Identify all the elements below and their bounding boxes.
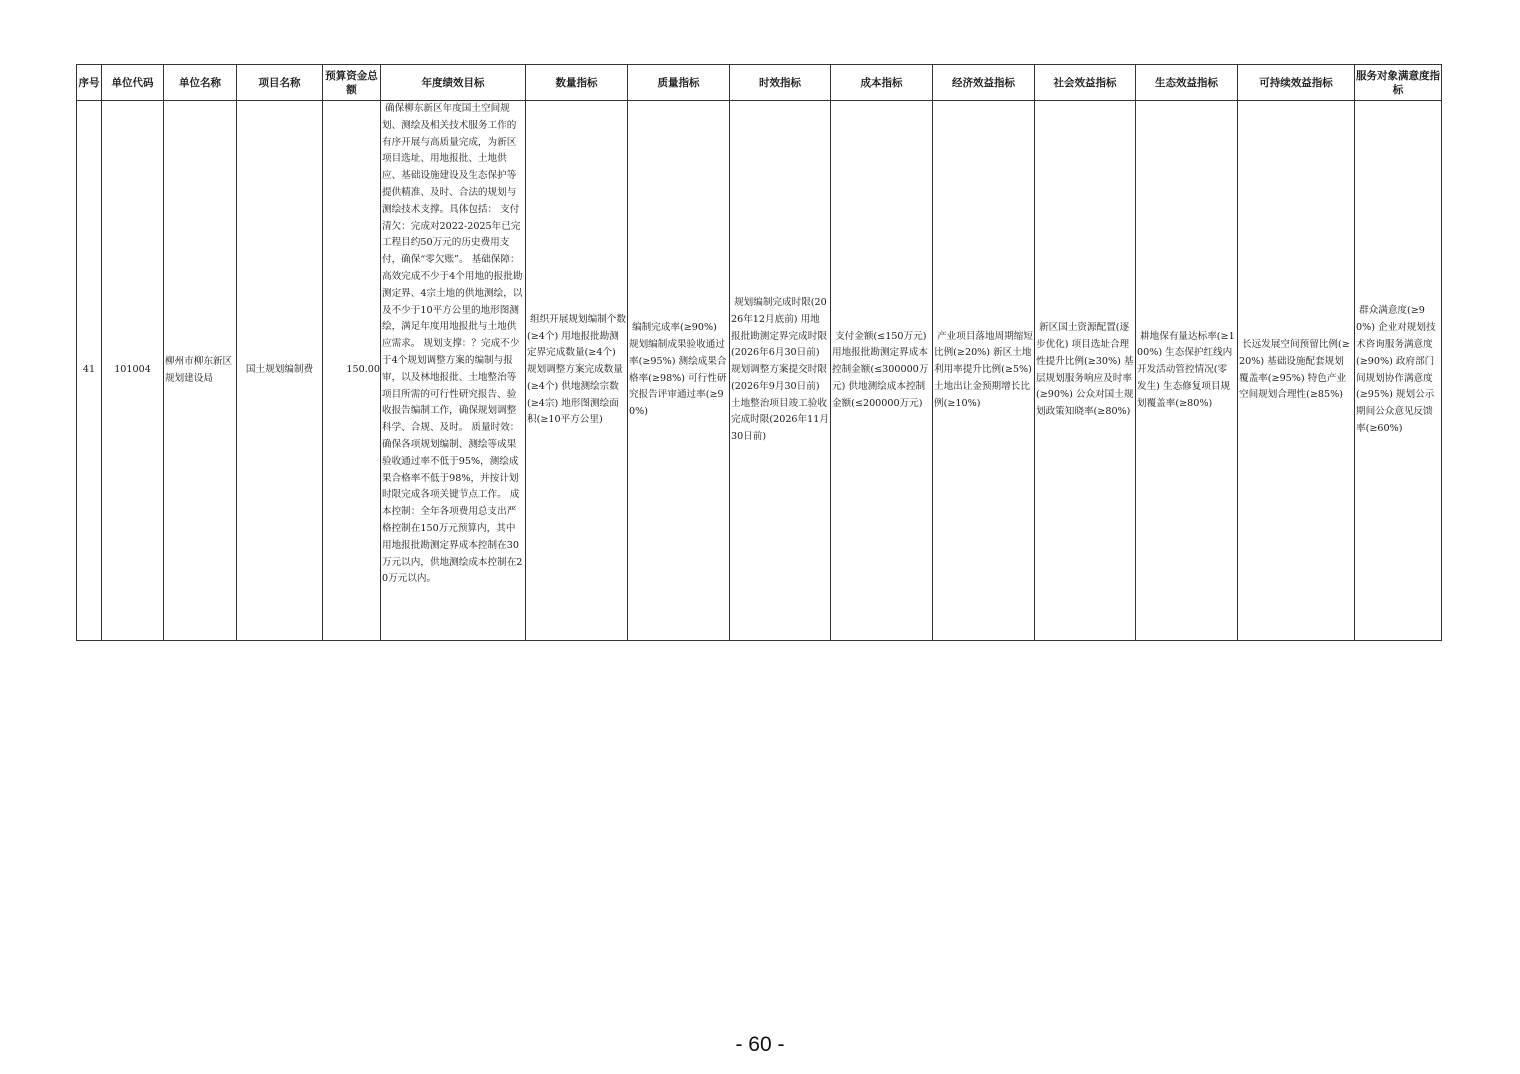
- cell-budget: 150.00: [323, 101, 381, 641]
- header-ecological: 生态效益指标: [1136, 65, 1238, 101]
- header-sustainable: 可持续效益指标: [1238, 65, 1355, 101]
- header-timeliness: 时效指标: [730, 65, 831, 101]
- cell-unit-name: 柳州市柳东新区规划建设局: [164, 101, 237, 641]
- cell-project-name: 国土规划编制费: [237, 101, 323, 641]
- header-row: [77, 65, 1442, 101]
- header-annual-goal: 年度绩效目标: [381, 65, 526, 101]
- header-project-name: 项目名称: [237, 65, 323, 101]
- cell-unit-code: 101004: [102, 101, 164, 641]
- cell-economic: 产业项目落地周期缩短比例(≥20%) 新区土地利用率提升比例(≥5%) 土地出让金预期增长比例(≥10%): [933, 101, 1035, 641]
- header-seq: 序号: [77, 65, 102, 101]
- cell-sustainable: 长远发展空间预留比例(≥20%) 基础设施配套规划覆盖率(≥95%) 特色产业空间规划合理性(≥85%): [1238, 101, 1355, 641]
- cell-annual-goal: 确保柳东新区年度国土空间规划、测绘及相关技术服务工作的有序开展与高质量完成，为新区项目选址、用地报批、土地供应、基础设施建设及生态保护等提供精准、及时、合法的规划与测绘技术支撑。具体包括： 支付清欠：完成对2022-2025年已完工程目约50万元的历史费用支付，确保“零欠账”。 基础保障：高效完成不少于4个用地的报批勘测定界、4宗土地的供地测绘，以及不少于10平方公里的地形图测绘，满足年度用地报批与土地供应需求。 规划支撑：？完成不少于4个规划调整方案的编制与报审，以及林地报批、土地整治等项目所需的可行性研究报告、验收报告编制工作，确保规划调整科学、合规、及时。 质量时效：确保各项规划编制、测绘等成果验收通过率不低于95%，测绘成果合格率不低于98%，并按计划时限完成各项关键节点工作。 成本控制：全年各项费用总支出严格控制在150万元预算内，其中用地报批勘测定界成本控制在30万元以内，供地测绘成本控制在20万元以内。: [381, 101, 526, 641]
- header-quality: 质量指标: [628, 65, 730, 101]
- performance-table: [76, 64, 1442, 641]
- header-social: 社会效益指标: [1035, 65, 1136, 101]
- cell-quality: 编制完成率(≥90%) 规划编制成果验收通过率(≥95%) 测绘成果合格率(≥98%) 可行性研究报告评审通过率(≥90%): [628, 101, 730, 641]
- header-cost: 成本指标: [831, 65, 933, 101]
- cell-seq: 41: [77, 101, 102, 641]
- table-row: [77, 101, 1442, 641]
- cell-ecological: 耕地保有量达标率(≥100%) 生态保护红线内开发活动管控情况(零发生) 生态修复项目规划覆盖率(≥80%): [1136, 101, 1238, 641]
- cell-satisfaction: 群众满意度(≥90%) 企业对规划技术咨询服务满意度(≥90%) 政府部门间规划协作满意度(≥95%) 规划公示期间公众意见反馈率(≥60%): [1355, 101, 1442, 641]
- header-budget: 预算资金总额: [323, 65, 381, 101]
- cell-social: 新区国土资源配置(逐步优化) 项目选址合理性提升比例(≥30%) 基层规划服务响应及时率(≥90%) 公众对国土规划政策知晓率(≥80%): [1035, 101, 1136, 641]
- page-number: - 60 -: [735, 1033, 785, 1056]
- header-satisfaction: 服务对象满意度指标: [1355, 65, 1442, 101]
- header-economic: 经济效益指标: [933, 65, 1035, 101]
- cell-quantity: 组织开展规划编制个数(≥4个) 用地报批勘测定界完成数量(≥4个) 规划调整方案完成数量(≥4个) 供地测绘宗数(≥4宗) 地形图测绘面积(≥10平方公里): [526, 101, 628, 641]
- cell-cost: 支付金额(≤150万元) 用地报批勘测定界成本控制金额(≤300000万元) 供地测绘成本控制金额(≤200000万元): [831, 101, 933, 641]
- header-unit-code: 单位代码: [102, 65, 164, 101]
- cell-timeliness: 规划编制完成时限(2026年12月底前) 用地报批勘测定界完成时限(2026年6月30日前) 规划调整方案提交时限(2026年9月30日前) 土地整治项目竣工验收完成时限(2026年11月30日前): [730, 101, 831, 641]
- header-unit-name: 单位名称: [164, 65, 237, 101]
- header-quantity: 数量指标: [526, 65, 628, 101]
